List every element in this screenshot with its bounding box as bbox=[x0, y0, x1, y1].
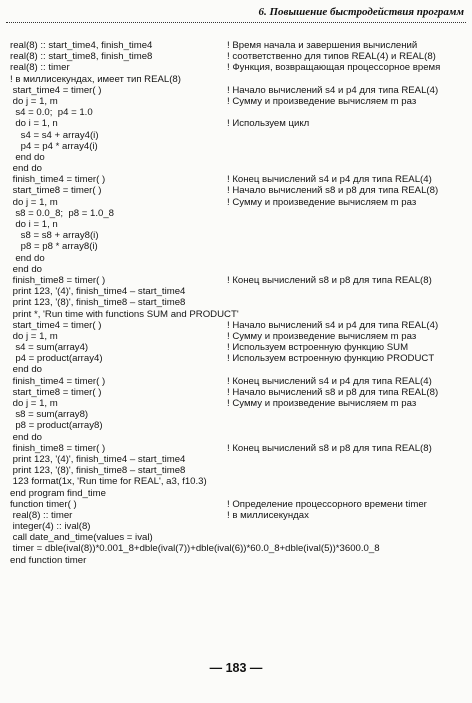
code-comment: ! Начало вычислений s4 и p4 для типа REAL(4) bbox=[227, 319, 439, 331]
code-text: s4 = s4 + array4(i) bbox=[10, 129, 99, 141]
code-line bbox=[10, 230, 466, 241]
code-line bbox=[10, 286, 466, 297]
code-text: p4 = product(array4) bbox=[10, 353, 103, 365]
code-line bbox=[10, 297, 466, 308]
code-line bbox=[10, 253, 466, 264]
code-comment: ! Начало вычислений s4 и p4 для типа REAL(4) bbox=[227, 84, 439, 96]
code-text: real(8) :: timer bbox=[10, 509, 73, 521]
code-text: 123 format(1x, 'Run time for REAL', a3, f10.3) bbox=[10, 476, 207, 488]
page-number: — 183 — bbox=[209, 661, 263, 675]
code-comment: ! Конец вычислений s4 и p4 для типа REAL(4) bbox=[227, 375, 432, 387]
code-line bbox=[10, 309, 466, 320]
code-line bbox=[10, 208, 466, 219]
code-line bbox=[10, 320, 466, 331]
code-comment: ! Сумму и произведение вычисляем m раз bbox=[227, 196, 417, 208]
code-text: integer(4) :: ival(8) bbox=[10, 521, 91, 533]
code-text: finish_time8 = timer( ) bbox=[10, 274, 106, 286]
code-line bbox=[10, 219, 466, 230]
code-line bbox=[10, 174, 466, 185]
code-comment: ! Конец вычислений s4 и p4 для типа REAL(4) bbox=[227, 174, 432, 186]
code-text: finish_time8 = timer( ) bbox=[10, 442, 106, 454]
code-text: do j = 1, m bbox=[10, 196, 58, 208]
code-comment: ! Конец вычислений s8 и p8 для типа REAL(8) bbox=[227, 442, 432, 454]
code-text: start_time8 = timer( ) bbox=[10, 185, 102, 197]
code-line bbox=[10, 432, 466, 443]
code-comment: ! Определение процессорного времени timer bbox=[227, 498, 427, 510]
code-line bbox=[10, 264, 466, 275]
code-text: timer = dble(ival(8))*0.001_8+dble(ival(7))+dble(ival(6))*60.0_8+dble(ival(5))*3600.0_8 bbox=[10, 543, 380, 555]
code-text: s8 = 0.0_8; p8 = 1.0_8 bbox=[10, 207, 115, 219]
code-line bbox=[10, 197, 466, 208]
code-line bbox=[10, 376, 466, 387]
code-line bbox=[10, 454, 466, 465]
code-line bbox=[10, 342, 466, 353]
code-line bbox=[10, 521, 466, 532]
code-text: print 123, '(4)', finish_time4 – start_time4 bbox=[10, 453, 186, 465]
code-comment: ! соответственно для типов REAL(4) и REAL(8) bbox=[227, 51, 436, 63]
code-line bbox=[10, 96, 466, 107]
code-text: end do bbox=[10, 431, 43, 443]
code-line bbox=[10, 443, 466, 454]
code-line bbox=[10, 62, 466, 73]
code-text: finish_time4 = timer( ) bbox=[10, 375, 106, 387]
code-line bbox=[10, 499, 466, 510]
code-line bbox=[10, 130, 466, 141]
code-line bbox=[10, 510, 466, 521]
code-line bbox=[10, 331, 466, 342]
code-line bbox=[10, 409, 466, 420]
code-text: end do bbox=[10, 163, 43, 175]
code-comment: ! Используем встроенную функцию SUM bbox=[227, 342, 409, 354]
code-line bbox=[10, 163, 466, 174]
code-text: do i = 1, n bbox=[10, 118, 58, 130]
code-text: p8 = p8 * array8(i) bbox=[10, 241, 98, 253]
code-text: p4 = p4 * array4(i) bbox=[10, 140, 98, 152]
code-comment: ! в миллисекундах bbox=[227, 509, 309, 521]
code-line bbox=[10, 465, 466, 476]
code-text: real(8) :: start_time8, finish_time8 bbox=[10, 51, 153, 63]
code-text: s4 = sum(array4) bbox=[10, 342, 89, 354]
code-listing bbox=[10, 40, 466, 566]
code-line bbox=[10, 532, 466, 543]
code-text: s4 = 0.0; p4 = 1.0 bbox=[10, 107, 93, 119]
code-line bbox=[10, 420, 466, 431]
code-text: start_time4 = timer( ) bbox=[10, 319, 102, 331]
code-comment: ! Конец вычислений s8 и p8 для типа REAL(8) bbox=[227, 274, 432, 286]
code-text: print 123, '(8)', finish_time8 – start_time8 bbox=[10, 465, 186, 477]
code-comment: ! Используем цикл bbox=[227, 118, 310, 130]
code-line bbox=[10, 387, 466, 398]
code-line bbox=[10, 141, 466, 152]
code-text: call date_and_time(values = ival) bbox=[10, 532, 153, 544]
header-rule bbox=[6, 22, 466, 23]
code-comment: ! Время начала и завершения вычислений bbox=[227, 40, 418, 51]
code-text: do j = 1, m bbox=[10, 95, 58, 107]
code-comment: ! Начало вычислений s8 и p8 для типа REAL(8) bbox=[227, 185, 439, 197]
code-line bbox=[10, 555, 466, 566]
code-comment: ! Сумму и произведение вычисляем m раз bbox=[227, 330, 417, 342]
code-text: end do bbox=[10, 252, 45, 264]
code-line bbox=[10, 40, 466, 51]
code-text: finish_time4 = timer( ) bbox=[10, 174, 106, 186]
code-line bbox=[10, 152, 466, 163]
code-line bbox=[10, 241, 466, 252]
code-line bbox=[10, 118, 466, 129]
code-text: real(8) :: timer bbox=[10, 62, 70, 74]
code-comment: ! Сумму и произведение вычисляем m раз bbox=[227, 398, 417, 409]
code-text: s8 = s8 + array8(i) bbox=[10, 230, 99, 242]
code-text: print *, 'Run time with functions SUM and PRODUCT' bbox=[10, 308, 239, 320]
code-comment: ! Функция, возвращающая процессорное время bbox=[227, 62, 441, 74]
code-text: real(8) :: start_time4, finish_time4 bbox=[10, 40, 153, 51]
code-text: function timer( ) bbox=[10, 498, 77, 510]
code-text: ! в миллисекундах, имеет тип REAL(8) bbox=[10, 73, 181, 85]
code-line bbox=[10, 476, 466, 487]
code-line bbox=[10, 51, 466, 62]
code-line bbox=[10, 488, 466, 499]
code-text: do i = 1, n bbox=[10, 219, 58, 230]
code-text: s8 = sum(array8) bbox=[10, 409, 89, 421]
code-line bbox=[10, 398, 466, 409]
code-line bbox=[10, 185, 466, 196]
code-line bbox=[10, 275, 466, 286]
code-text: do j = 1, m bbox=[10, 398, 58, 409]
code-text: print 123, '(8)', finish_time8 – start_time8 bbox=[10, 297, 186, 309]
code-text: end do bbox=[10, 151, 45, 163]
code-line bbox=[10, 85, 466, 96]
code-line bbox=[10, 353, 466, 364]
code-comment: ! Начало вычислений s8 и p8 для типа REAL(8) bbox=[227, 386, 439, 398]
code-comment: ! Сумму и произведение вычисляем m раз bbox=[227, 95, 417, 107]
code-line bbox=[10, 74, 466, 85]
code-text: print 123, '(4)', finish_time4 – start_time4 bbox=[10, 286, 186, 298]
code-text: start_time4 = timer( ) bbox=[10, 84, 102, 96]
code-text: end function timer bbox=[10, 554, 87, 566]
code-text: do j = 1, m bbox=[10, 330, 58, 342]
code-text: end do bbox=[10, 263, 43, 275]
code-text: end do bbox=[10, 364, 43, 376]
code-text: p8 = product(array8) bbox=[10, 420, 103, 432]
code-text: start_time8 = timer( ) bbox=[10, 386, 102, 398]
code-line bbox=[10, 364, 466, 375]
code-text: end program find_time bbox=[10, 487, 106, 499]
code-line bbox=[10, 107, 466, 118]
code-comment: ! Используем встроенную функцию PRODUCT bbox=[227, 353, 435, 365]
code-line bbox=[10, 543, 466, 554]
running-header: 6. Повышение быстродействия программ bbox=[258, 6, 464, 18]
